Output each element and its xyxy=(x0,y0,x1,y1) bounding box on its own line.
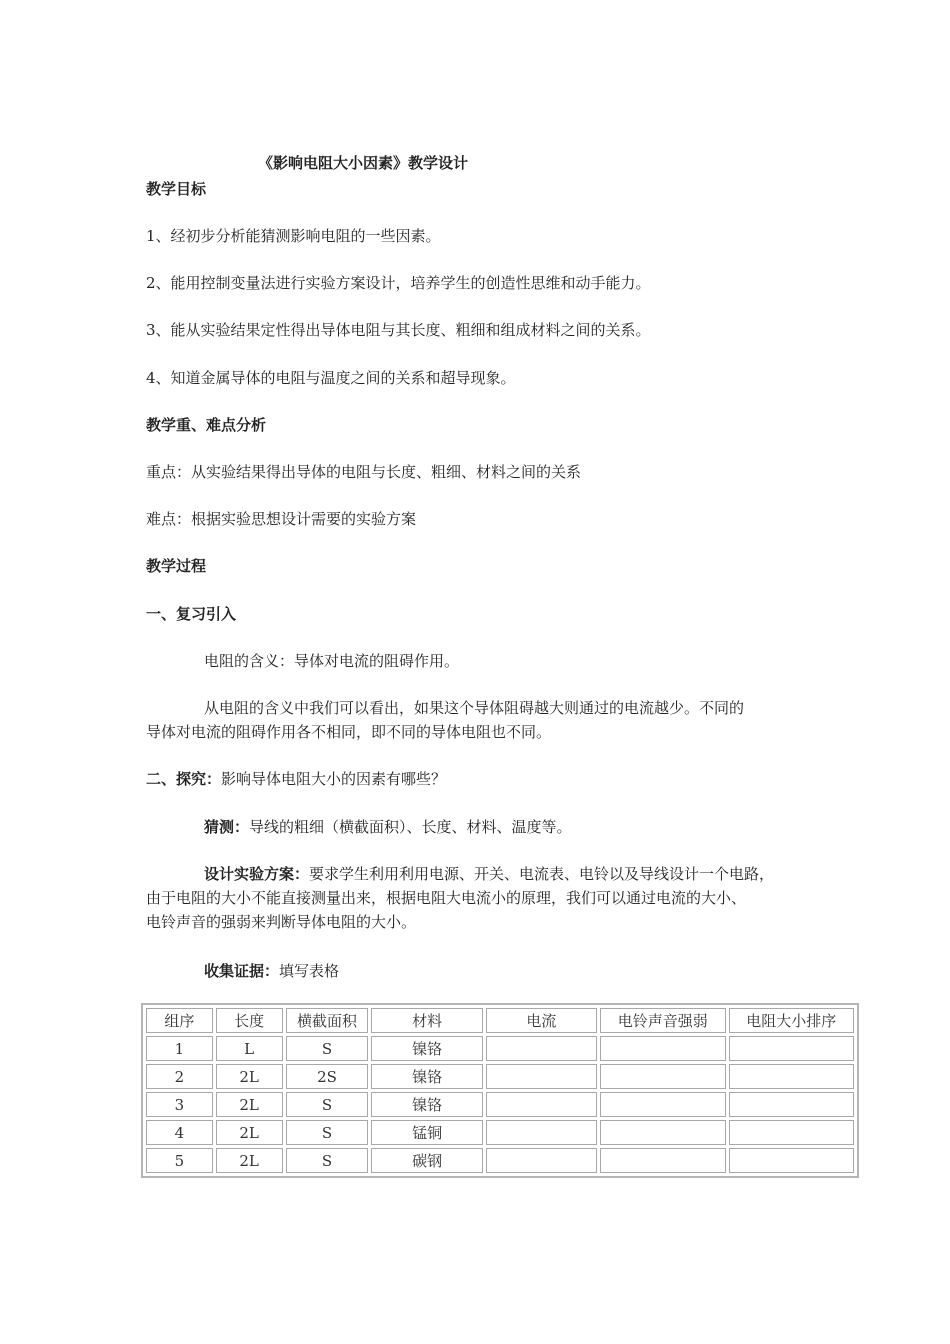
table-header-cell: 横截面积 xyxy=(286,1008,369,1033)
table-cell: 2L xyxy=(216,1092,283,1117)
table-header-row xyxy=(146,1008,854,1033)
table-cell xyxy=(486,1036,597,1061)
guess-paragraph xyxy=(204,816,572,837)
table-cell xyxy=(486,1092,597,1117)
collect-text: 填写表格 xyxy=(279,962,340,980)
table-row xyxy=(146,1148,854,1173)
difficult-point: 难点：根据实验思想设计需要的实验方案 xyxy=(146,510,417,528)
table-cell: L xyxy=(216,1036,283,1061)
table-cell: S xyxy=(286,1092,369,1117)
table-cell: S xyxy=(286,1036,369,1061)
table-header-cell: 电流 xyxy=(486,1008,597,1033)
table-cell xyxy=(486,1148,597,1173)
key-point: 重点：从实验结果得出导体的电阻与长度、粗细、材料之间的关系 xyxy=(146,463,582,481)
table-cell xyxy=(600,1064,725,1089)
table-cell xyxy=(486,1064,597,1089)
table-cell: 2 xyxy=(146,1064,213,1089)
table-cell xyxy=(729,1064,855,1089)
goal-item-2: 2、能用控制变量法进行实验方案设计，培养学生的创造性思维和动手能力。 xyxy=(146,274,651,292)
table-header-cell: 电阻大小排序 xyxy=(729,1008,855,1033)
collect-paragraph xyxy=(204,960,339,981)
table-header-cell: 材料 xyxy=(371,1008,482,1033)
table-cell: 锰铜 xyxy=(371,1120,482,1145)
table-cell: 镍铬 xyxy=(371,1036,482,1061)
table-cell: 镍铬 xyxy=(371,1064,482,1089)
table-cell: 1 xyxy=(146,1036,213,1061)
goal-item-4: 4、知道金属导体的电阻与温度之间的关系和超导现象。 xyxy=(146,369,516,387)
table-row xyxy=(146,1092,854,1117)
table-cell: S xyxy=(286,1120,369,1145)
design-paragraph-line-3: 电铃声音的强弱来判断导体电阻的大小。 xyxy=(146,913,417,931)
table-row xyxy=(146,1064,854,1089)
table-cell xyxy=(600,1092,725,1117)
part2-heading xyxy=(146,768,446,789)
table-cell: 2L xyxy=(216,1120,283,1145)
part2-heading-text: 影响导体电阻大小的因素有哪些？ xyxy=(221,770,447,788)
table-cell xyxy=(600,1120,725,1145)
table-cell: 碳钢 xyxy=(371,1148,482,1173)
collect-label: 收集证据： xyxy=(204,962,280,980)
table-cell xyxy=(486,1120,597,1145)
guess-label: 猜测： xyxy=(204,818,250,836)
part2-heading-label: 二、探究： xyxy=(146,770,222,788)
table-cell: 镍铬 xyxy=(371,1092,482,1117)
section-heading-key-points: 教学重、难点分析 xyxy=(146,416,267,434)
table-cell xyxy=(729,1036,855,1061)
table-cell: 4 xyxy=(146,1120,213,1145)
table-cell xyxy=(729,1148,855,1173)
document-title: 《影响电阻大小因素》教学设计 xyxy=(258,154,469,172)
section-heading-process: 教学过程 xyxy=(146,557,207,575)
table-header-cell: 长度 xyxy=(216,1008,283,1033)
table-row xyxy=(146,1036,854,1061)
goal-item-3: 3、能从实验结果定性得出导体电阻与其长度、粗细和组成材料之间的关系。 xyxy=(146,321,651,339)
table-cell: S xyxy=(286,1148,369,1173)
part1-heading: 一、复习引入 xyxy=(146,605,237,623)
table-cell xyxy=(600,1148,725,1173)
design-text-1: 要求学生利用利用电源、开关、电流表、电铃以及导线设计一个电路， xyxy=(309,865,775,883)
design-label: 设计实验方案： xyxy=(204,865,310,883)
table-header-cell: 电铃声音强弱 xyxy=(600,1008,725,1033)
goal-item-1: 1、经初步分析能猜测影响电阻的一些因素。 xyxy=(146,227,441,245)
table-cell xyxy=(729,1092,855,1117)
part1-paragraph-1: 电阻的含义：导体对电流的阻碍作用。 xyxy=(204,652,460,670)
table-cell: 2L xyxy=(216,1064,283,1089)
guess-text: 导线的粗细（横截面积）、长度、材料、温度等。 xyxy=(249,818,572,836)
table-cell: 2L xyxy=(216,1148,283,1173)
table-cell xyxy=(600,1036,725,1061)
part1-paragraph-2-line-1: 从电阻的含义中我们可以看出，如果这个导体阻碍越大则通过的电流越少。不同的 xyxy=(204,699,745,717)
evidence-table xyxy=(141,1003,859,1178)
table-cell xyxy=(729,1120,855,1145)
design-paragraph-line-1 xyxy=(204,863,774,884)
table-cell: 2S xyxy=(286,1064,369,1089)
section-heading-goals: 教学目标 xyxy=(146,180,207,198)
table-cell: 5 xyxy=(146,1148,213,1173)
design-paragraph-line-2: 由于电阻的大小不能直接测量出来，根据电阻大电流小的原理，我们可以通过电流的大小、 xyxy=(146,889,747,907)
table-header-cell: 组序 xyxy=(146,1008,213,1033)
part1-paragraph-2-line-2: 导体对电流的阻碍作用各不相同，即不同的导体电阻也不同。 xyxy=(146,723,552,741)
table-cell: 3 xyxy=(146,1092,213,1117)
table-row xyxy=(146,1120,854,1145)
